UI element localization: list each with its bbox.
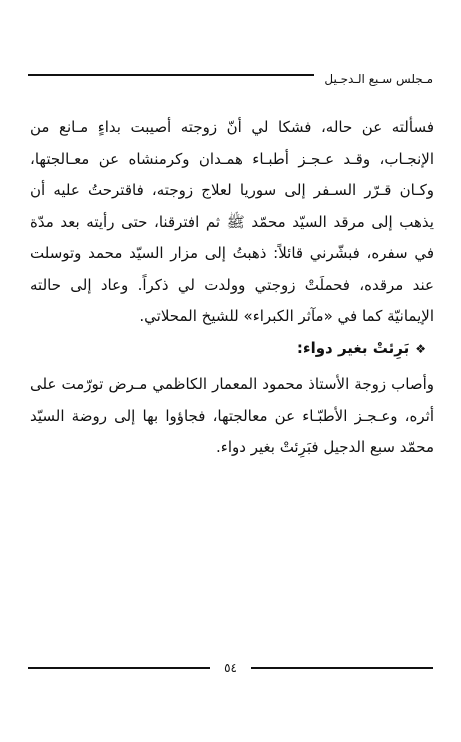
- running-header: [28, 68, 433, 90]
- page-number: ٥٤: [224, 661, 237, 675]
- diamond-bullet-icon: ❖: [415, 341, 426, 356]
- header-rule: [28, 74, 314, 76]
- footer-rule-right: [251, 667, 433, 669]
- paragraph-2: وأصاب زوجة الأستاذ محمود المعمار الكاظمي مـرض تورّمت على أثره، وعـجـز الأطبّـاء عن معالجتها، فجاؤوا بها إلى روضة السيّد محمّد سبع الدجيل فبَرِئتْ بغير دواء.: [30, 375, 434, 456]
- header-title: مـجلس سـبع الـدجـيل: [324, 72, 433, 86]
- section-heading: [30, 333, 434, 366]
- paragraph-1: فسألته عن حاله، فشكا لي أنّ زوجته أصيبت بداءٍ مـانع من الإنجـاب، وقـد عـجـز أطبـاء همـدان وكرمنشاه عن معـالجتها، وكـان قـرّر السـفر إلى سوريا لعلاج زوجته، فاقترحتُ عليه أن يذهب إلى مرقد السيّد محمّد ﷺ ثم افترقنا، حتى رأيته بعد مدّة في سفره، فبشّرني قائلاً: ذهبتُ إلى مزار السيّد محمد وتوسلت عند مرقده، فحملَتْ زوجتي وولدت لي ذكراً. وعاد إلى حالته الإيمانيّة كما في «مآثر الكبراء» للشيخ المحلاتي.: [30, 118, 434, 325]
- footer-rule-left: [28, 667, 210, 669]
- section-heading-text: بَرِئتْ بغير دواء:: [296, 338, 410, 357]
- page-footer: [28, 660, 433, 676]
- body-text: [30, 112, 434, 464]
